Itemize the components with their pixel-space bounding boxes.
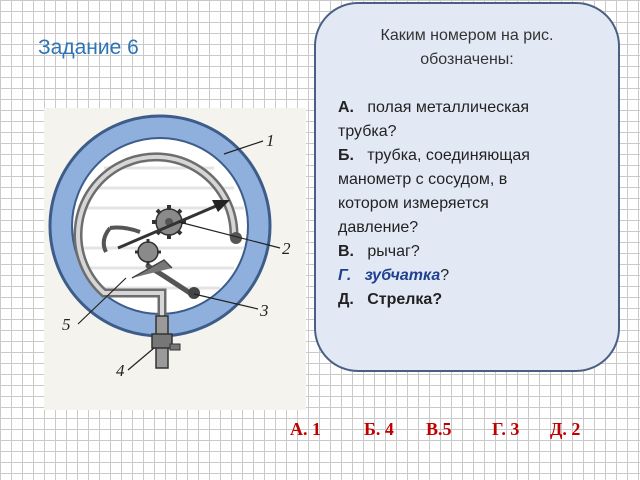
item-b-line1: трубка, соединяющая <box>367 147 530 164</box>
item-b <box>338 144 596 240</box>
item-d-line1: Стрелка? <box>367 291 443 308</box>
tube-valve <box>170 344 180 350</box>
figure-label-4: 4 <box>116 361 125 380</box>
question-text <box>338 24 596 72</box>
manometer-diagram <box>44 108 306 410</box>
tube-fitting <box>152 334 172 348</box>
item-b-line2: манометр с сосудом, в <box>338 171 508 188</box>
answer-b: Б. 4 <box>364 419 394 439</box>
question-line-1: Каким номером на рис. <box>380 27 554 44</box>
item-g-key: Г. <box>338 267 352 284</box>
figure-label-3: 3 <box>260 301 269 320</box>
item-a-line1: полая металлическая <box>367 99 530 116</box>
manometer-figure <box>44 108 306 410</box>
item-b-key: Б. <box>338 147 354 164</box>
figure-label-5: 5 <box>62 315 71 334</box>
question-line-2: обозначены: <box>420 51 514 68</box>
figure-label-2: 2 <box>282 239 291 258</box>
answer-v: В.5 <box>426 419 452 439</box>
item-d <box>338 288 596 312</box>
task-title: Задание 6 <box>38 36 139 59</box>
answer-d: Д. 2 <box>550 419 581 439</box>
item-a <box>338 96 596 144</box>
item-v <box>338 240 596 264</box>
item-a-line2: трубка? <box>338 123 397 140</box>
item-d-key: Д. <box>338 291 354 308</box>
item-b-line4: давление? <box>338 219 419 236</box>
answer-a: А. 1 <box>290 419 321 439</box>
item-b-line3: котором измеряется <box>338 195 489 212</box>
lever-pivot <box>188 287 200 299</box>
figure-label-1: 1 <box>266 131 275 150</box>
item-v-line1: рычаг? <box>367 243 420 260</box>
item-g-suffix: ? <box>440 267 450 284</box>
item-v-key: В. <box>338 243 354 260</box>
item-g <box>338 264 596 288</box>
item-a-key: А. <box>338 99 354 116</box>
answer-g: Г. 3 <box>492 419 520 439</box>
item-g-line1: зубчатка <box>364 267 441 284</box>
answer-key <box>0 419 640 443</box>
question-card <box>314 2 620 372</box>
